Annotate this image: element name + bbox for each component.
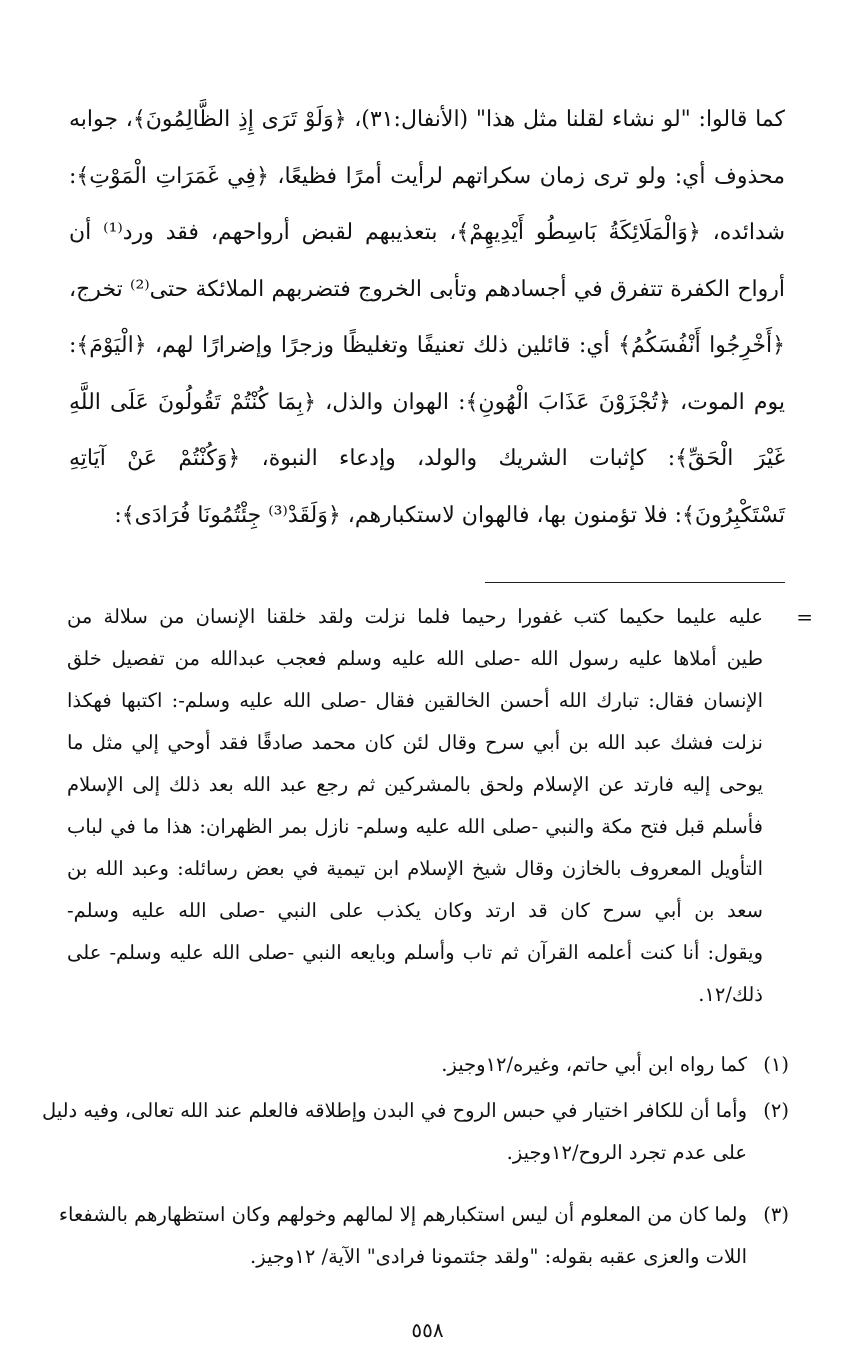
footnote-number: (١) [763, 1053, 789, 1076]
main-line: محذوف أي: ولو ترى زمان سكراتهم لرأيت أمرًا فظيعًا، ﴿فِي غَمَرَاتِ الْمَوْتِ﴾: [69, 163, 785, 189]
footnote-2 [41, 1090, 789, 1174]
footnote-line: اللات والعزى عقبه بقوله: "ولقد جئتمونا فرادى" الآية/ ١٢وجيز. [250, 1245, 747, 1268]
continuation-line: نزلت فشك عبد الله بن أبي سرح وقال لئن كان محمد صادقًا فقد أوحي إلي مثل ما [67, 731, 763, 754]
footnote-line: ولما كان من المعلوم أن ليس استكبارهم إلا لمالهم وخولهم وكان استظهارهم بالشفعاء [58, 1203, 747, 1226]
continuation-line: عليه عليما حكيما كتب غفورا رحيما فلما نزلت ولقد خلقنا الإنسان من سلالة من [67, 605, 763, 628]
main-line: كما قالوا: "لو نشاء لقلنا مثل هذا" (الأنفال:٣١)، ﴿وَلَوْ تَرَى إِذِ الظَّالِمُونَ﴾، جوابه [69, 107, 785, 132]
footnote-line: على عدم تجرد الروح/١٢وجيز. [506, 1141, 747, 1164]
footnote-number: (٣) [763, 1203, 789, 1226]
footnote-continuation [67, 596, 813, 1016]
main-line: تَسْتَكْبِرُونَ﴾: فلا تؤمنون بها، فالهوان لاستكبارهم، ﴿وَلَقَدْ⁽³⁾ جِئْتُمُونَا فُرَادَى﴾: [114, 502, 785, 528]
page-number: ٥٥٨ [411, 1318, 444, 1342]
footnote-number: (٢) [763, 1099, 789, 1122]
continuation-line: الإنسان فقال: تبارك الله أحسن الخالقين فقال -صلى الله عليه وسلم-: اكتبها فهكذا [67, 689, 763, 712]
main-line: يوم الموت، ﴿تُجْزَوْنَ عَذَابَ الْهُونِ﴾: الهوان والذل، ﴿بِمَا كُنْتُمْ تَقُولُونَ عَلَى اللَّهِ [69, 389, 785, 415]
footnote-separator [485, 582, 785, 583]
footnote-1 [69, 1044, 789, 1086]
footnote-3 [58, 1194, 789, 1278]
main-text [69, 92, 785, 544]
main-line: شدائده، ﴿وَالْمَلَائِكَةُ بَاسِطُو أَيْدِيهِمْ﴾، بتعذيبهم لقبض أرواحهم، فقد ورد⁽¹⁾ أن [69, 220, 786, 245]
continuation-line: فأسلم قبل فتح مكة والنبي -صلى الله عليه وسلم- نازل بمر الظهران: هذا ما في لباب [67, 815, 763, 838]
continuation-line: ذلك/١٢. [698, 983, 763, 1006]
main-line: أرواح الكفرة تتفرق في أجسادهم وتأبى الخروج فتضربهم الملائكة حتى⁽²⁾ تخرج، [69, 276, 785, 302]
continuation-line: طين أملاها عليه رسول الله -صلى الله عليه وسلم فعجب عبدالله من تفصيل خلق [67, 647, 763, 670]
continuation-marker: = [796, 605, 813, 629]
continuation-line: التأويل المعروف بالخازن وقال شيخ الإسلام ابن تيمية في بعض رسائله: وعبد الله بن [67, 857, 763, 880]
continuation-line: يوحى إليه فارتد عن الإسلام ولحق بالمشركين ثم رجع عبد الله بعد ذلك إلى الإسلام [67, 773, 763, 796]
footnote-line: كما رواه ابن أبي حاتم، وغيره/١٢وجيز. [441, 1053, 747, 1076]
continuation-line: ويقول: أنا كنت أعلمه القرآن ثم تاب وأسلم وبايعه النبي -صلى الله عليه وسلم- على [67, 941, 763, 964]
footnote-line: وأما أن للكافر اختيار في حبس الروح في البدن وإطلاقه فالعلم عند الله تعالى، وفيه دليل [41, 1099, 747, 1122]
main-line: ﴿أَخْرِجُوا أَنْفُسَكُمُ﴾ أي: قائلين ذلك تعنيفًا وتغليظًا وزجرًا وإضرارًا لهم، ﴿الْيَوْمَ﴾: [69, 333, 785, 358]
main-line: غَيْرَ الْحَقِّ﴾: كإثبات الشريك والولد، وإدعاء النبوة، ﴿وَكُنْتُمْ عَنْ آيَاتِهِ [69, 446, 785, 471]
continuation-line: سعد بن أبي سرح كان قد ارتد وكان يكذب على النبي -صلى الله عليه وسلم- [67, 899, 763, 922]
